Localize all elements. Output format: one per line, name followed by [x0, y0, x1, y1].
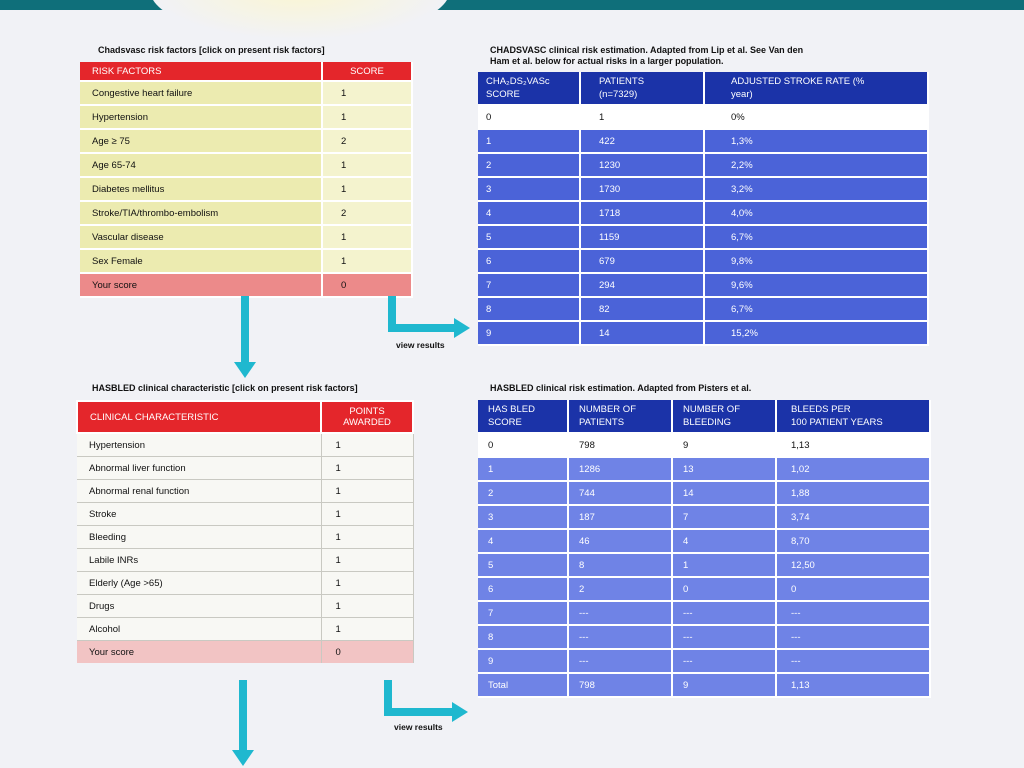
- characteristic-label: Alcohol: [77, 618, 321, 641]
- total-patients: 798: [568, 673, 672, 697]
- rate-cell: 9,6%: [704, 273, 928, 297]
- patients-cell: 744: [568, 481, 672, 505]
- chads-risk-table: [80, 62, 413, 298]
- view-results-link-1[interactable]: view results: [396, 340, 445, 350]
- total-bleeding: 9: [672, 673, 776, 697]
- hasbled-row: [478, 649, 930, 673]
- hasbled-row-liver[interactable]: [77, 457, 413, 480]
- header-bleeds-per-100: [776, 400, 930, 433]
- chads-estimation-header: [478, 72, 928, 105]
- rate-cell: 0%: [704, 105, 928, 129]
- points-value: 1: [321, 549, 413, 572]
- header-hasbled-score-l2: SCORE: [488, 417, 522, 428]
- header-stroke-rate-l1: ADJUSTED STROKE RATE (%: [731, 76, 865, 87]
- patients-cell: ---: [568, 625, 672, 649]
- hasbled-row-stroke[interactable]: [77, 503, 413, 526]
- characteristic-label: Abnormal liver function: [77, 457, 321, 480]
- your-score-value: 0: [321, 641, 413, 664]
- your-score-label: Your score: [80, 273, 322, 297]
- risk-row-hypertension[interactable]: [80, 105, 412, 129]
- per100-cell: 1,13: [776, 433, 930, 457]
- points-value: 1: [321, 526, 413, 549]
- per100-cell: ---: [776, 625, 930, 649]
- risk-factor-label: Sex Female: [80, 249, 322, 273]
- patients-cell: 798: [568, 433, 672, 457]
- header-number-bleeding-l1: NUMBER OF: [683, 404, 740, 415]
- chads-score-cell: 5: [478, 225, 580, 249]
- header-number-patients: [568, 400, 672, 433]
- rate-cell: 2,2%: [704, 153, 928, 177]
- chads-score-cell: 7: [478, 273, 580, 297]
- risk-factor-label: Age ≥ 75: [80, 129, 322, 153]
- risk-score: 1: [322, 153, 412, 177]
- patients-cell: 1718: [580, 201, 704, 225]
- your-score-value: 0: [322, 273, 412, 297]
- hasbled-row: [478, 577, 930, 601]
- risk-factor-label: Age 65-74: [80, 153, 322, 177]
- points-value: 1: [321, 595, 413, 618]
- points-value: 1: [321, 480, 413, 503]
- rate-cell: 9,8%: [704, 249, 928, 273]
- chads-row: [478, 129, 928, 153]
- hasbled-characteristic-header: [77, 401, 413, 433]
- bleeding-cell: 7: [672, 505, 776, 529]
- hasbled-score-cell: 6: [478, 577, 568, 601]
- header-points-awarded: [321, 401, 413, 433]
- header-number-patients-l1: NUMBER OF: [579, 404, 636, 415]
- down-arrow-icon: [230, 296, 260, 380]
- rate-cell: 6,7%: [704, 297, 928, 321]
- patients-cell: 1286: [568, 457, 672, 481]
- points-value: 1: [321, 572, 413, 595]
- hasbled-row: [478, 529, 930, 553]
- chads-row: [478, 321, 928, 345]
- patients-cell: 1730: [580, 177, 704, 201]
- hasbled-row: [478, 553, 930, 577]
- header-points-l1: POINTS: [349, 406, 385, 417]
- header-chads-score-l1: CHA₂DS₂VASc: [486, 76, 550, 87]
- hasbled-score-cell: 3: [478, 505, 568, 529]
- bleeding-cell: 13: [672, 457, 776, 481]
- chads-risk-header: [80, 62, 412, 81]
- points-value: 1: [321, 503, 413, 526]
- patients-cell: 1: [580, 105, 704, 129]
- header-stroke-rate-l2: year): [731, 89, 753, 100]
- per100-cell: 12,50: [776, 553, 930, 577]
- header-risk-factors: RISK FACTORS: [80, 62, 322, 81]
- hasbled-estimation-table: [478, 400, 931, 698]
- bleeding-cell: ---: [672, 649, 776, 673]
- chads-score-cell: 6: [478, 249, 580, 273]
- header-bleeds-per-100-l2: 100 PATIENT YEARS: [791, 417, 883, 428]
- header-score: SCORE: [322, 62, 412, 81]
- per100-cell: 0: [776, 577, 930, 601]
- risk-row-stroke[interactable]: [80, 201, 412, 225]
- total-per100: 1,13: [776, 673, 930, 697]
- per100-cell: 3,74: [776, 505, 930, 529]
- risk-factor-label: Hypertension: [80, 105, 322, 129]
- header-clinical-characteristic: CLINICAL CHARACTERISTIC: [77, 401, 321, 433]
- risk-row-age-75[interactable]: [80, 129, 412, 153]
- hasbled-score-cell: 4: [478, 529, 568, 553]
- hasbled-score-cell: 0: [478, 433, 568, 457]
- chads-score-cell: 1: [478, 129, 580, 153]
- down-arrow-icon-2: [228, 680, 258, 768]
- hasbled-row-bleeding[interactable]: [77, 526, 413, 549]
- header-patients-l1: PATIENTS: [599, 76, 645, 87]
- rate-cell: 1,3%: [704, 129, 928, 153]
- chads-estimation-table: [478, 72, 929, 346]
- per100-cell: ---: [776, 649, 930, 673]
- bleeding-cell: 4: [672, 529, 776, 553]
- chads-estimation-title-line2: Ham et al. below for actual risks in a larger population.: [490, 56, 724, 66]
- risk-score: 2: [322, 201, 412, 225]
- header-number-bleeding-l2: BLEEDING: [683, 417, 732, 428]
- hasbled-estimation-header: [478, 400, 930, 433]
- header-hasbled-score: [478, 400, 568, 433]
- header-points-l2: AWARDED: [343, 417, 391, 428]
- hasbled-row-drugs[interactable]: [77, 595, 413, 618]
- bleeding-cell: 9: [672, 433, 776, 457]
- risk-row-vascular[interactable]: [80, 225, 412, 249]
- hasbled-score-cell: 2: [478, 481, 568, 505]
- chads-row: [478, 177, 928, 201]
- header-stroke-rate: [704, 72, 928, 105]
- risk-score: 1: [322, 249, 412, 273]
- per100-cell: 1,02: [776, 457, 930, 481]
- patients-cell: 422: [580, 129, 704, 153]
- patients-cell: ---: [568, 601, 672, 625]
- risk-factor-label: Congestive heart failure: [80, 81, 322, 105]
- bleeding-cell: 1: [672, 553, 776, 577]
- risk-factor-label: Diabetes mellitus: [80, 177, 322, 201]
- hasbled-row: [478, 457, 930, 481]
- chads-score-cell: 0: [478, 105, 580, 129]
- points-value: 1: [321, 457, 413, 480]
- hasbled-characteristic-title: HASBLED clinical characteristic [click on present risk factors]: [92, 383, 358, 393]
- header-number-patients-l2: PATIENTS: [579, 417, 625, 428]
- header-bleeds-per-100-l1: BLEEDS PER: [791, 404, 851, 415]
- patients-cell: 8: [568, 553, 672, 577]
- characteristic-label: Labile INRs: [77, 549, 321, 572]
- chads-your-score-row: [80, 273, 412, 297]
- per100-cell: 8,70: [776, 529, 930, 553]
- patients-cell: 294: [580, 273, 704, 297]
- header-chads-score: [478, 72, 580, 105]
- risk-score: 1: [322, 105, 412, 129]
- your-score-label: Your score: [77, 641, 321, 664]
- hasbled-row-renal[interactable]: [77, 480, 413, 503]
- rate-cell: 4,0%: [704, 201, 928, 225]
- chads-row: [478, 225, 928, 249]
- hasbled-row: [478, 601, 930, 625]
- risk-row-chf[interactable]: [80, 81, 412, 105]
- rate-cell: 15,2%: [704, 321, 928, 345]
- patients-cell: 187: [568, 505, 672, 529]
- hasbled-score-cell: 9: [478, 649, 568, 673]
- chads-row: [478, 201, 928, 225]
- bleeding-cell: ---: [672, 601, 776, 625]
- characteristic-label: Drugs: [77, 595, 321, 618]
- patients-cell: 82: [580, 297, 704, 321]
- patients-cell: 679: [580, 249, 704, 273]
- chads-estimation-title-line1: CHADSVASC clinical risk estimation. Adapted from Lip et al. See Van den: [490, 45, 804, 55]
- hasbled-row-elderly[interactable]: [77, 572, 413, 595]
- patients-cell: 46: [568, 529, 672, 553]
- patients-cell: ---: [568, 649, 672, 673]
- hasbled-score-cell: 5: [478, 553, 568, 577]
- hasbled-score-cell: 1: [478, 457, 568, 481]
- chads-risk-title: Chadsvasc risk factors [click on present risk factors]: [98, 45, 325, 55]
- rate-cell: 3,2%: [704, 177, 928, 201]
- chads-estimation-title: [490, 45, 803, 67]
- per100-cell: ---: [776, 601, 930, 625]
- bleeding-cell: ---: [672, 625, 776, 649]
- patients-cell: 1159: [580, 225, 704, 249]
- characteristic-label: Hypertension: [77, 433, 321, 457]
- risk-score: 1: [322, 225, 412, 249]
- hasbled-row-labile-inr[interactable]: [77, 549, 413, 572]
- view-results-link-2[interactable]: view results: [394, 722, 443, 732]
- patients-cell: 2: [568, 577, 672, 601]
- total-label: Total: [478, 673, 568, 697]
- hasbled-row-alcohol[interactable]: [77, 618, 413, 641]
- risk-row-age-65-74[interactable]: [80, 153, 412, 177]
- hasbled-characteristic-table: [76, 400, 414, 663]
- patients-cell: 1230: [580, 153, 704, 177]
- hasbled-row-hypertension[interactable]: [77, 433, 413, 457]
- hasbled-estimation-title: HASBLED clinical risk estimation. Adapted from Pisters et al.: [490, 383, 752, 393]
- chads-score-cell: 3: [478, 177, 580, 201]
- hasbled-row: [478, 625, 930, 649]
- patients-cell: 14: [580, 321, 704, 345]
- header-number-bleeding: [672, 400, 776, 433]
- right-arrow-icon-2: [382, 680, 470, 724]
- chads-row: [478, 249, 928, 273]
- hasbled-row: [478, 433, 930, 457]
- points-value: 1: [321, 618, 413, 641]
- points-value: 1: [321, 433, 413, 457]
- risk-score: 1: [322, 177, 412, 201]
- risk-score: 2: [322, 129, 412, 153]
- characteristic-label: Abnormal renal function: [77, 480, 321, 503]
- header-hasbled-score-l1: HAS BLED: [488, 404, 535, 415]
- hasbled-your-score-row: [77, 641, 413, 664]
- risk-row-diabetes[interactable]: [80, 177, 412, 201]
- header-patients-l2: (n=7329): [599, 89, 638, 100]
- chads-score-cell: 4: [478, 201, 580, 225]
- hasbled-row: [478, 481, 930, 505]
- header-chads-score-l2: SCORE: [486, 89, 520, 100]
- chads-row: [478, 297, 928, 321]
- rate-cell: 6,7%: [704, 225, 928, 249]
- chads-score-cell: 2: [478, 153, 580, 177]
- chads-score-cell: 8: [478, 297, 580, 321]
- risk-score: 1: [322, 81, 412, 105]
- light-glare: [150, 0, 450, 40]
- hasbled-row: [478, 505, 930, 529]
- per100-cell: 1,88: [776, 481, 930, 505]
- characteristic-label: Stroke: [77, 503, 321, 526]
- bleeding-cell: 14: [672, 481, 776, 505]
- characteristic-label: Bleeding: [77, 526, 321, 549]
- right-arrow-icon: [386, 296, 472, 340]
- bleeding-cell: 0: [672, 577, 776, 601]
- characteristic-label: Elderly (Age >65): [77, 572, 321, 595]
- chads-row: [478, 153, 928, 177]
- risk-factor-label: Stroke/TIA/thrombo-embolism: [80, 201, 322, 225]
- hasbled-total-row: [478, 673, 930, 697]
- hasbled-score-cell: 8: [478, 625, 568, 649]
- chads-score-cell: 9: [478, 321, 580, 345]
- risk-row-sex-female[interactable]: [80, 249, 412, 273]
- hasbled-score-cell: 7: [478, 601, 568, 625]
- chads-row: [478, 105, 928, 129]
- risk-factor-label: Vascular disease: [80, 225, 322, 249]
- header-patients: [580, 72, 704, 105]
- chads-row: [478, 273, 928, 297]
